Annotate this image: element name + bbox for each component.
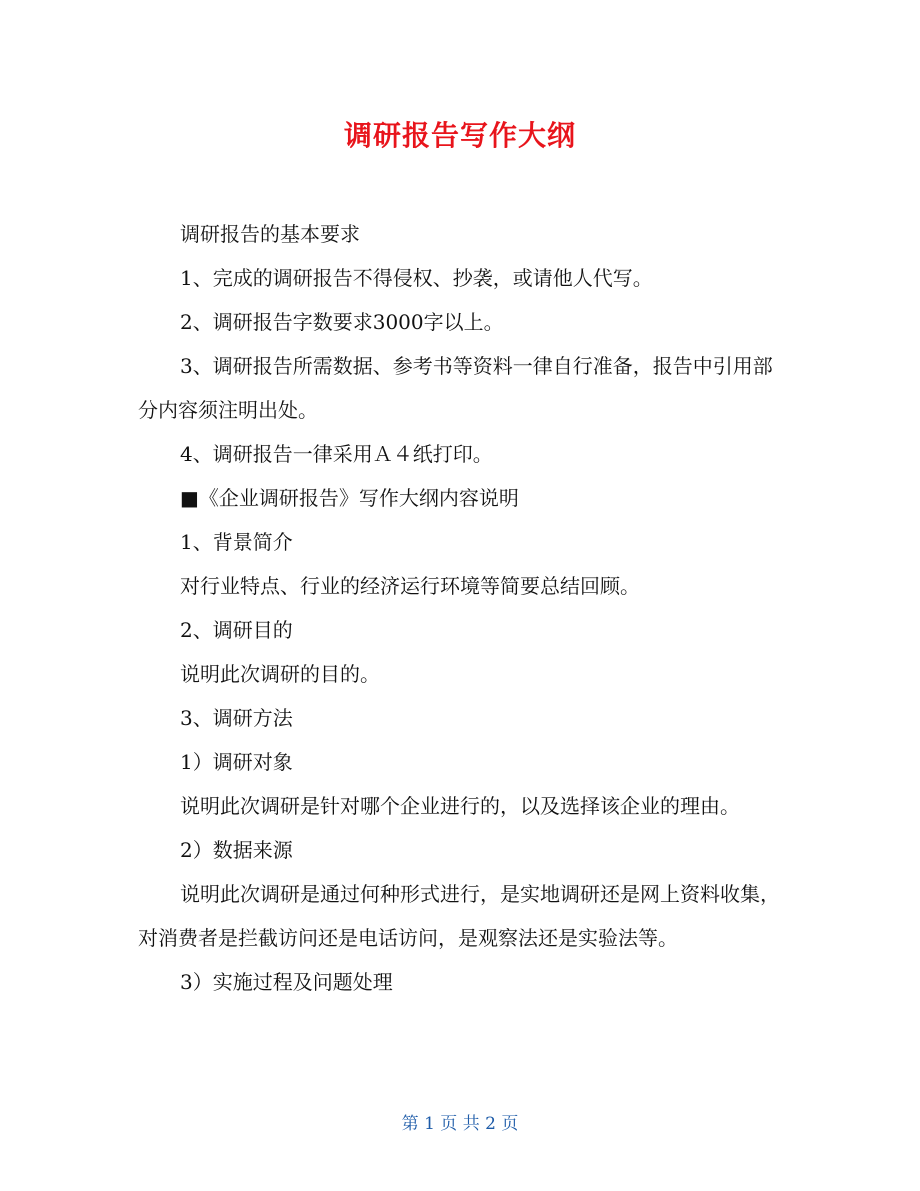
paragraph: 4、调研报告一律采用Ａ４纸打印。 — [180, 442, 493, 466]
paragraph: 2、调研报告字数要求3000字以上。 — [180, 310, 504, 334]
paragraph: 3、调研报告所需数据、参考书等资料一律自行准备，报告中引用部分内容须注明出处。 — [138, 354, 773, 422]
page-number-footer: 第 1 页 共 2 页 — [401, 1114, 519, 1134]
document-body — [138, 212, 784, 1004]
paragraph: 1、背景简介 — [180, 530, 293, 554]
paragraph: 调研报告的基本要求 — [180, 222, 360, 246]
paragraph: 1）调研对象 — [180, 750, 293, 774]
document-title: 调研报告写作大纲 — [343, 119, 576, 152]
paragraph: 1、完成的调研报告不得侵权、抄袭，或请他人代写。 — [180, 266, 653, 290]
paragraph: 对行业特点、行业的经济运行环境等简要总结回顾。 — [180, 574, 640, 598]
paragraph: 说明此次调研是通过何种形式进行，是实地调研还是网上资料收集，对消费者是拦截访问还是电话访问，是观察法还是实验法等。 — [138, 882, 780, 950]
paragraph: 说明此次调研的目的。 — [180, 662, 380, 686]
paragraph: 3、调研方法 — [180, 706, 293, 730]
paragraph: 3）实施过程及问题处理 — [180, 970, 393, 994]
paragraph: 说明此次调研是针对哪个企业进行的，以及选择该企业的理由。 — [180, 794, 740, 818]
section-heading: ■《企业调研报告》写作大纲内容说明 — [180, 486, 519, 510]
paragraph: 2、调研目的 — [180, 618, 293, 642]
paragraph: 2）数据来源 — [180, 838, 293, 862]
